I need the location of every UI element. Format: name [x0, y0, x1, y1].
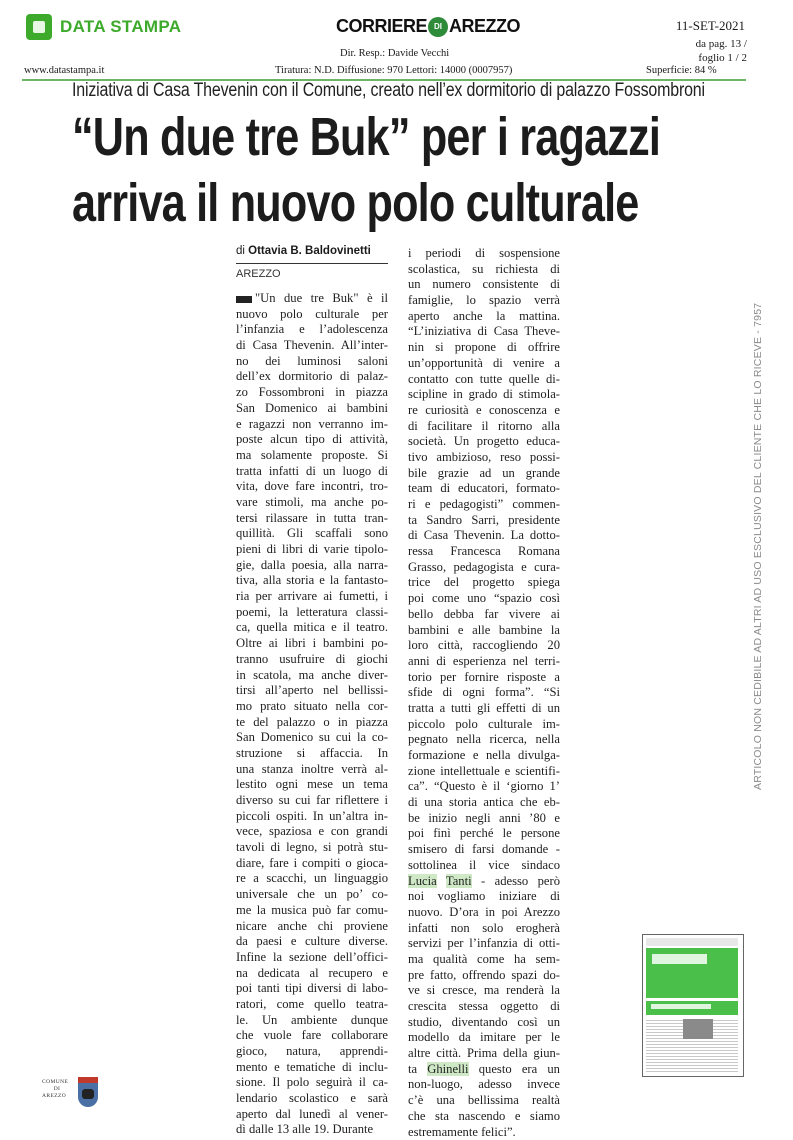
- column-line: quillità. Gli scaffali sono: [236, 526, 388, 542]
- column-line: aperto dal lunedì al vener-: [236, 1107, 388, 1123]
- page-thumbnail: [642, 934, 744, 1077]
- column-line: le. Un ambiente dunque: [236, 1013, 388, 1029]
- page-number: da pag. 13 /: [696, 37, 747, 51]
- highlighted-name: Ghinelli: [427, 1062, 468, 1076]
- usage-notice: ARTICOLO NON CEDIBILE AD ALTRI AD USO ESCLUSIVO DEL CLIENTE CHE LO RICEVE - 7957: [752, 303, 764, 790]
- column-line: smisero di farsi domande -: [408, 842, 560, 858]
- column-line: Lucia Tanti - adesso però: [408, 874, 560, 890]
- column-line: diare, fare i compiti o gioca-: [236, 856, 388, 872]
- column-line: formazione e nella divulga-: [408, 748, 560, 764]
- surface-info: Superficie: 84 %: [646, 65, 717, 76]
- column-line: contatto con tutte quelle di-: [408, 372, 560, 388]
- column-line: team di educatori, formato-: [408, 481, 560, 497]
- column-line: torio per fornire risposte a: [408, 670, 560, 686]
- thumbnail-subhead: [646, 1001, 738, 1015]
- column-line: ria per arrivare ai fumetti, i: [236, 589, 388, 605]
- column-line: sottolinea il vice sindaco: [408, 858, 560, 874]
- column-line: sione. Il polo seguirà il ca-: [236, 1075, 388, 1091]
- column-line: poi tanti tipi diversi di labo-: [236, 981, 388, 997]
- column-line: in scatola, ma anche diver-: [236, 668, 388, 684]
- column-line: di una storia antica che eb-: [408, 795, 560, 811]
- column-line: Infine la sezione dell’offici-: [236, 950, 388, 966]
- column-line: studio, diventando così un: [408, 1015, 560, 1031]
- column-line: ca”. “Questo è il ‘giorno 1’: [408, 779, 560, 795]
- column-line: pieni di libri di varie tipolo-: [236, 542, 388, 558]
- director: Dir. Resp.: Davide Vecchi: [340, 48, 449, 59]
- column-line: ca, quella mitica e il teatro.: [236, 620, 388, 636]
- column-line: “L’iniziativa di Casa Theve-: [408, 324, 560, 340]
- thumbnail-article-head: [646, 948, 738, 998]
- column-line: nuovo. D’ora in poi Arezzo: [408, 905, 560, 921]
- column-line: no dei luminosi saloni: [236, 354, 388, 370]
- column-line: piccoli ospiti. In un’altra in-: [236, 809, 388, 825]
- column-line: altre città. Prima della giun-: [408, 1046, 560, 1062]
- column-line: che sta nascendo e siamo: [408, 1109, 560, 1125]
- column-line: ratori, come quello teatra-: [236, 997, 388, 1013]
- column-line: bello debba far vivere ai: [408, 607, 560, 623]
- column-line: re curiosità e conoscenza e: [408, 403, 560, 419]
- column-line: ri e pedagogisti” commen-: [408, 497, 560, 513]
- paragraph-marker: [236, 296, 252, 303]
- thumbnail-photo: [683, 1019, 713, 1039]
- column-line: scolastica, su richiesta di: [408, 262, 560, 278]
- masthead-right: AREZZO: [449, 16, 520, 37]
- column-line: che vuole fare collaborare: [236, 1028, 388, 1044]
- column-line: c’è una bellissima realtà: [408, 1093, 560, 1109]
- column-line: ma solamente proposte. Si: [236, 448, 388, 464]
- column-line: "Un due tre Buk" è il: [236, 291, 388, 307]
- circulation-info: Tiratura: N.D. Diffusione: 970 Lettori: 14000 (0007957): [275, 65, 512, 76]
- column-line: nin si propone di offrire: [408, 340, 560, 356]
- column-line: di Casa Thevenin. La dotto-: [408, 528, 560, 544]
- datastampa-logo: [26, 14, 181, 40]
- column-line: mento e tematiche di inclu-: [236, 1060, 388, 1076]
- column-line: i periodi di sospensione: [408, 246, 560, 262]
- column-line: pre fatto, offrendo spazi do-: [408, 968, 560, 984]
- column-line: zione intellettuale e scientifi-: [408, 764, 560, 780]
- title-line-2: arriva il nuovo polo culturale: [72, 170, 660, 236]
- column-line: l’infanzia e l’adolescenza: [236, 322, 388, 338]
- title-line-1: “Un due tre Buk” per i ragazzi: [72, 104, 660, 170]
- column-line: e ragazzi non verranno im-: [236, 417, 388, 433]
- website: www.datastampa.it: [24, 65, 104, 76]
- byline: [236, 245, 371, 257]
- masthead-di: DI: [428, 17, 448, 37]
- column-line: un numero consistente di: [408, 277, 560, 293]
- column-line: piccolo polo culturale im-: [408, 717, 560, 733]
- article-column-1: [236, 291, 388, 1138]
- byline-prefix: di: [236, 245, 245, 257]
- column-line: me la musica può far comu-: [236, 903, 388, 919]
- column-line: loro città, raccogliendo 20: [408, 638, 560, 654]
- column-line: famiglie, lo spazio verrà: [408, 293, 560, 309]
- column-line: mo prato situato nella cor-: [236, 699, 388, 715]
- column-line: poste alcun tipo di attività,: [236, 432, 388, 448]
- shield-icon: [78, 1083, 98, 1107]
- newspaper-masthead: [336, 16, 520, 37]
- page-info: [696, 37, 747, 65]
- sheet-number: foglio 1 / 2: [696, 51, 747, 65]
- column-line: poemi, la letteratura classi-: [236, 605, 388, 621]
- byline-rule: [236, 263, 388, 264]
- datastampa-brand: DATA STAMPA: [60, 17, 181, 37]
- column-line: noi vogliamo iniziare di: [408, 889, 560, 905]
- column-line: gie, dalla poesia, alla narra-: [236, 558, 388, 574]
- column-line: tersi rilassare in tutta tran-: [236, 511, 388, 527]
- column-line: lendario scolastico e sarà: [236, 1091, 388, 1107]
- column-line: tratta infatti di un luogo di: [236, 464, 388, 480]
- column-2-part-b: [408, 889, 560, 1062]
- column-line: ta Ghinelli questo era un: [408, 1062, 560, 1078]
- article-title: [72, 104, 660, 236]
- thumbnail-header: [646, 938, 738, 946]
- column-line: ve si cresce, ma renderà la: [408, 983, 560, 999]
- column-line: lestito ogni mese un tema: [236, 777, 388, 793]
- datastampa-logo-icon: [26, 14, 52, 40]
- column-line: diverso su cui far riflettere i: [236, 793, 388, 809]
- column-line: un’opportunità di venire a: [408, 356, 560, 372]
- column-line: poi come uno “spazio così: [408, 591, 560, 607]
- column-line: trice del progetto spiega: [408, 575, 560, 591]
- dateline-city: AREZZO: [236, 268, 281, 280]
- column-line: bile grazie ad un grande: [408, 466, 560, 482]
- crest-text: COMUNE DI AREZZO: [42, 1079, 72, 1100]
- column-line: società. Un progetto educa-: [408, 434, 560, 450]
- column-line: te del palazzo o in piazza: [236, 715, 388, 731]
- column-2-part-a: [408, 246, 560, 874]
- column-line: di Casa Thevenin. All’inter-: [236, 338, 388, 354]
- column-line: pegnato nella ricerca, nella: [408, 732, 560, 748]
- column-2-part-c: [408, 1077, 560, 1140]
- column-line: ma qualità come ha sem-: [408, 952, 560, 968]
- article-column-2: [408, 246, 560, 1140]
- column-line: universale che un po’ co-: [236, 887, 388, 903]
- column-line: be inizio negli anni ’80 e: [408, 811, 560, 827]
- highlighted-name: Tanti: [446, 874, 472, 888]
- column-line: tavoli di legno, si potrà stu-: [236, 840, 388, 856]
- column-line: zo Fossombroni in piazza: [236, 385, 388, 401]
- column-line: da paesi e culture diverse.: [236, 934, 388, 950]
- column-line: San Domenico ai bambini: [236, 401, 388, 417]
- column-line: tranno usufruire di giochi: [236, 652, 388, 668]
- author-name: Ottavia B. Baldovinetti: [248, 245, 371, 257]
- column-line: ta Sandro Sarri, presidente: [408, 513, 560, 529]
- column-line: tirsi all’aperto nel bellissi-: [236, 683, 388, 699]
- column-line: Grasso, pedagogista e cura-: [408, 560, 560, 576]
- column-line: ressa Francesca Romana: [408, 544, 560, 560]
- article-kicker: Iniziativa di Casa Thevenin con il Comune, creato nell’ex dormitorio di palazzo Fossombroni: [72, 80, 705, 102]
- highlighted-name: Lucia: [408, 874, 437, 888]
- column-line: sfide di ogni forma”. “Si: [408, 685, 560, 701]
- column-line: scipline in grado di stimola-: [408, 387, 560, 403]
- column-line: una stanza inoltre verrà al-: [236, 762, 388, 778]
- column-line: bambini e alle bambine la: [408, 623, 560, 639]
- publication-date: 11-SET-2021: [676, 18, 745, 34]
- column-line: infatti non solo erogherà: [408, 921, 560, 937]
- column-line: crescita stessa oggetto di: [408, 999, 560, 1015]
- column-line: vita, dove fare incontri, tro-: [236, 479, 388, 495]
- column-line: estremamente felici”.: [408, 1125, 560, 1140]
- column-line: tratta a tutti gli effetti di un: [408, 701, 560, 717]
- column-line: vare stimoli, ma anche po-: [236, 495, 388, 511]
- column-line: servizi per l’infanzia di otti-: [408, 936, 560, 952]
- column-line: non-luogo, adesso invece: [408, 1077, 560, 1093]
- column-line: modello da imitare per le: [408, 1030, 560, 1046]
- column-line: struzione si affaccia. In: [236, 746, 388, 762]
- masthead-left: CORRIERE: [336, 16, 427, 37]
- column-line: tivo ambizioso, reso possi-: [408, 450, 560, 466]
- column-line: anni di esperienza nel terri-: [408, 654, 560, 670]
- column-line: San Domenico su cui la co-: [236, 730, 388, 746]
- column-line: nuovo polo culturale per: [236, 307, 388, 323]
- column-line: tiva, alla storia e la fantasto-: [236, 573, 388, 589]
- column-line: aperto anche la mattina.: [408, 309, 560, 325]
- comune-crest: [42, 1075, 102, 1115]
- column-line: gioco, natura, apprendi-: [236, 1044, 388, 1060]
- column-line: nicare anche chi proviene: [236, 919, 388, 935]
- column-line: re a scacchi, un linguaggio: [236, 871, 388, 887]
- column-line: na dedicata al recupero e: [236, 966, 388, 982]
- column-line: dell’ex dormitorio di palaz-: [236, 369, 388, 385]
- column-line: Oltre ai libri i bambini po-: [236, 636, 388, 652]
- column-line: poi finì perché le persone: [408, 826, 560, 842]
- column-line: di facilitare il ritorno alla: [408, 419, 560, 435]
- column-line: vece, spaziosa e con grandi: [236, 824, 388, 840]
- column-line: dì dalle 13 alle 19. Durante: [236, 1122, 388, 1138]
